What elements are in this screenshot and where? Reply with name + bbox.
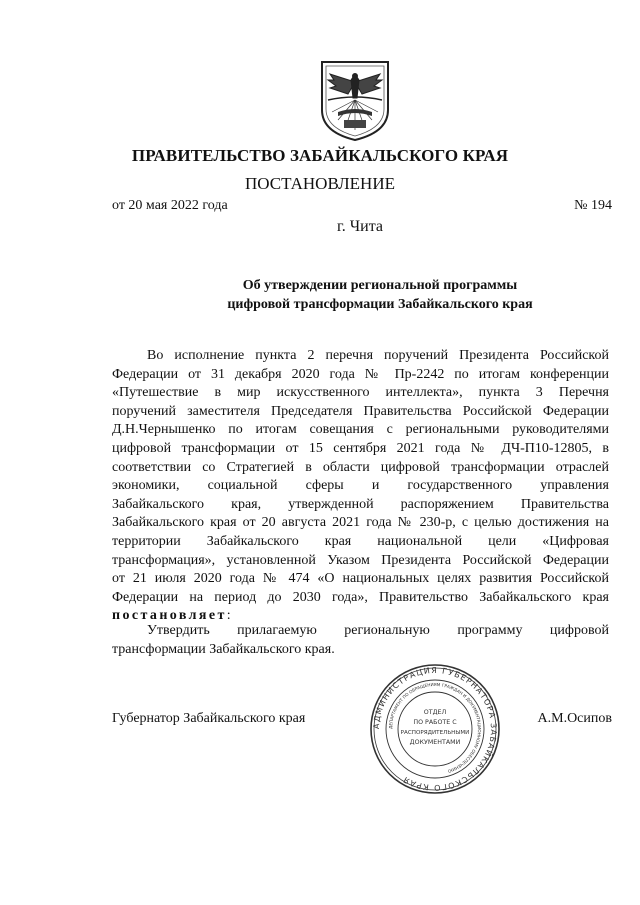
stamp-ring-text: АДМИНИСТРАЦИЯ ГУБЕРНАТОРА ЗАБАЙКАЛЬСКОГО КРАЯ: [371, 665, 499, 793]
text-line: Утвердить прилагаемую региональную программу цифровой: [147, 623, 609, 638]
stamp-center-line: ПО РАБОТЕ С: [413, 719, 457, 726]
stamp-center-line: ДОКУМЕНТАМИ: [409, 739, 461, 746]
stamp-inner-ring-text: ДЕПАРТАМЕНТ ПО ОБРАЩЕНИЯМ ГРАЖДАН И ДОКУМЕНТАЦИОННОМУ ОБЕСПЕЧЕНИЮ: [387, 681, 483, 774]
text-line: поручений заместителя Председателя Правительства Российской Федерации: [112, 403, 609, 419]
stamp-center-line: РАСПОРЯДИТЕЛЬНЫМИ: [400, 730, 470, 736]
official-stamp: [368, 662, 502, 796]
stamp-center-line: ОТДЕЛ: [423, 709, 447, 716]
text-line: цифровой трансформации от 15 сентября 2021 года № ДЧ-П10-12805, в: [112, 440, 609, 456]
document-city: г. Чита: [336, 218, 383, 235]
text-line: Забайкальского края от 20 августа 2021 года № 230-р, с целью достижения на: [112, 515, 609, 531]
text-line: соответствии со Стратегией в области цифровой трансформации отраслей: [112, 459, 609, 475]
resolves-word: постановляет: [112, 608, 227, 624]
document-number: № 194: [574, 198, 612, 213]
text-line: Федерации на период до 2030 года», Правительство Забайкальского края: [112, 589, 609, 605]
government-title: ПРАВИТЕЛЬСТВО ЗАБАЙКАЛЬСКОГО КРАЯ: [131, 146, 509, 165]
text-line: Во исполнение пункта 2 перечня поручений Президента Российской: [147, 348, 609, 363]
document-date: от 20 мая 2022 года: [112, 198, 228, 213]
document-type: ПОСТАНОВЛЕНИЕ: [244, 174, 395, 193]
text-line: трансформации Забайкальского края.: [112, 641, 335, 657]
document-subject: [0, 276, 640, 314]
subject-line: цифровой трансформации Забайкальского края: [227, 297, 533, 312]
paragraph-resolution: [112, 622, 609, 659]
signatory-name: А.М.Осипов: [537, 711, 612, 726]
paragraph-preamble: [112, 347, 609, 626]
text-line: «Путешествие в мир искусственного интеллекта», пункта 3 Перечня: [112, 385, 609, 401]
text-line: от 21 июля 2020 года № 474 «О национальных целях развития Российской: [112, 571, 609, 587]
text-line: трансформация», установленной Указом Президента Российской Федерации: [112, 552, 609, 568]
text-line: Забайкальского края, утвержденной распоряжением Правительства: [112, 496, 609, 512]
text-line: Д.Н.Чернышенко по итогам совещания с региональными руководителями: [112, 422, 609, 438]
text-line: Федерации от 31 декабря 2020 года № Пр-2242 по итогам конференции: [112, 366, 609, 382]
text-line: территории Забайкальского края национальной цели «Цифровая: [112, 533, 609, 549]
subject-line: Об утверждении региональной программы: [242, 278, 518, 293]
resolves-colon: :: [226, 608, 231, 624]
coat-of-arms-emblem: [318, 60, 392, 142]
text-line: экономики, социальной сферы и государственного управления: [112, 478, 609, 494]
signatory-position: Губернатор Забайкальского края: [112, 711, 306, 726]
